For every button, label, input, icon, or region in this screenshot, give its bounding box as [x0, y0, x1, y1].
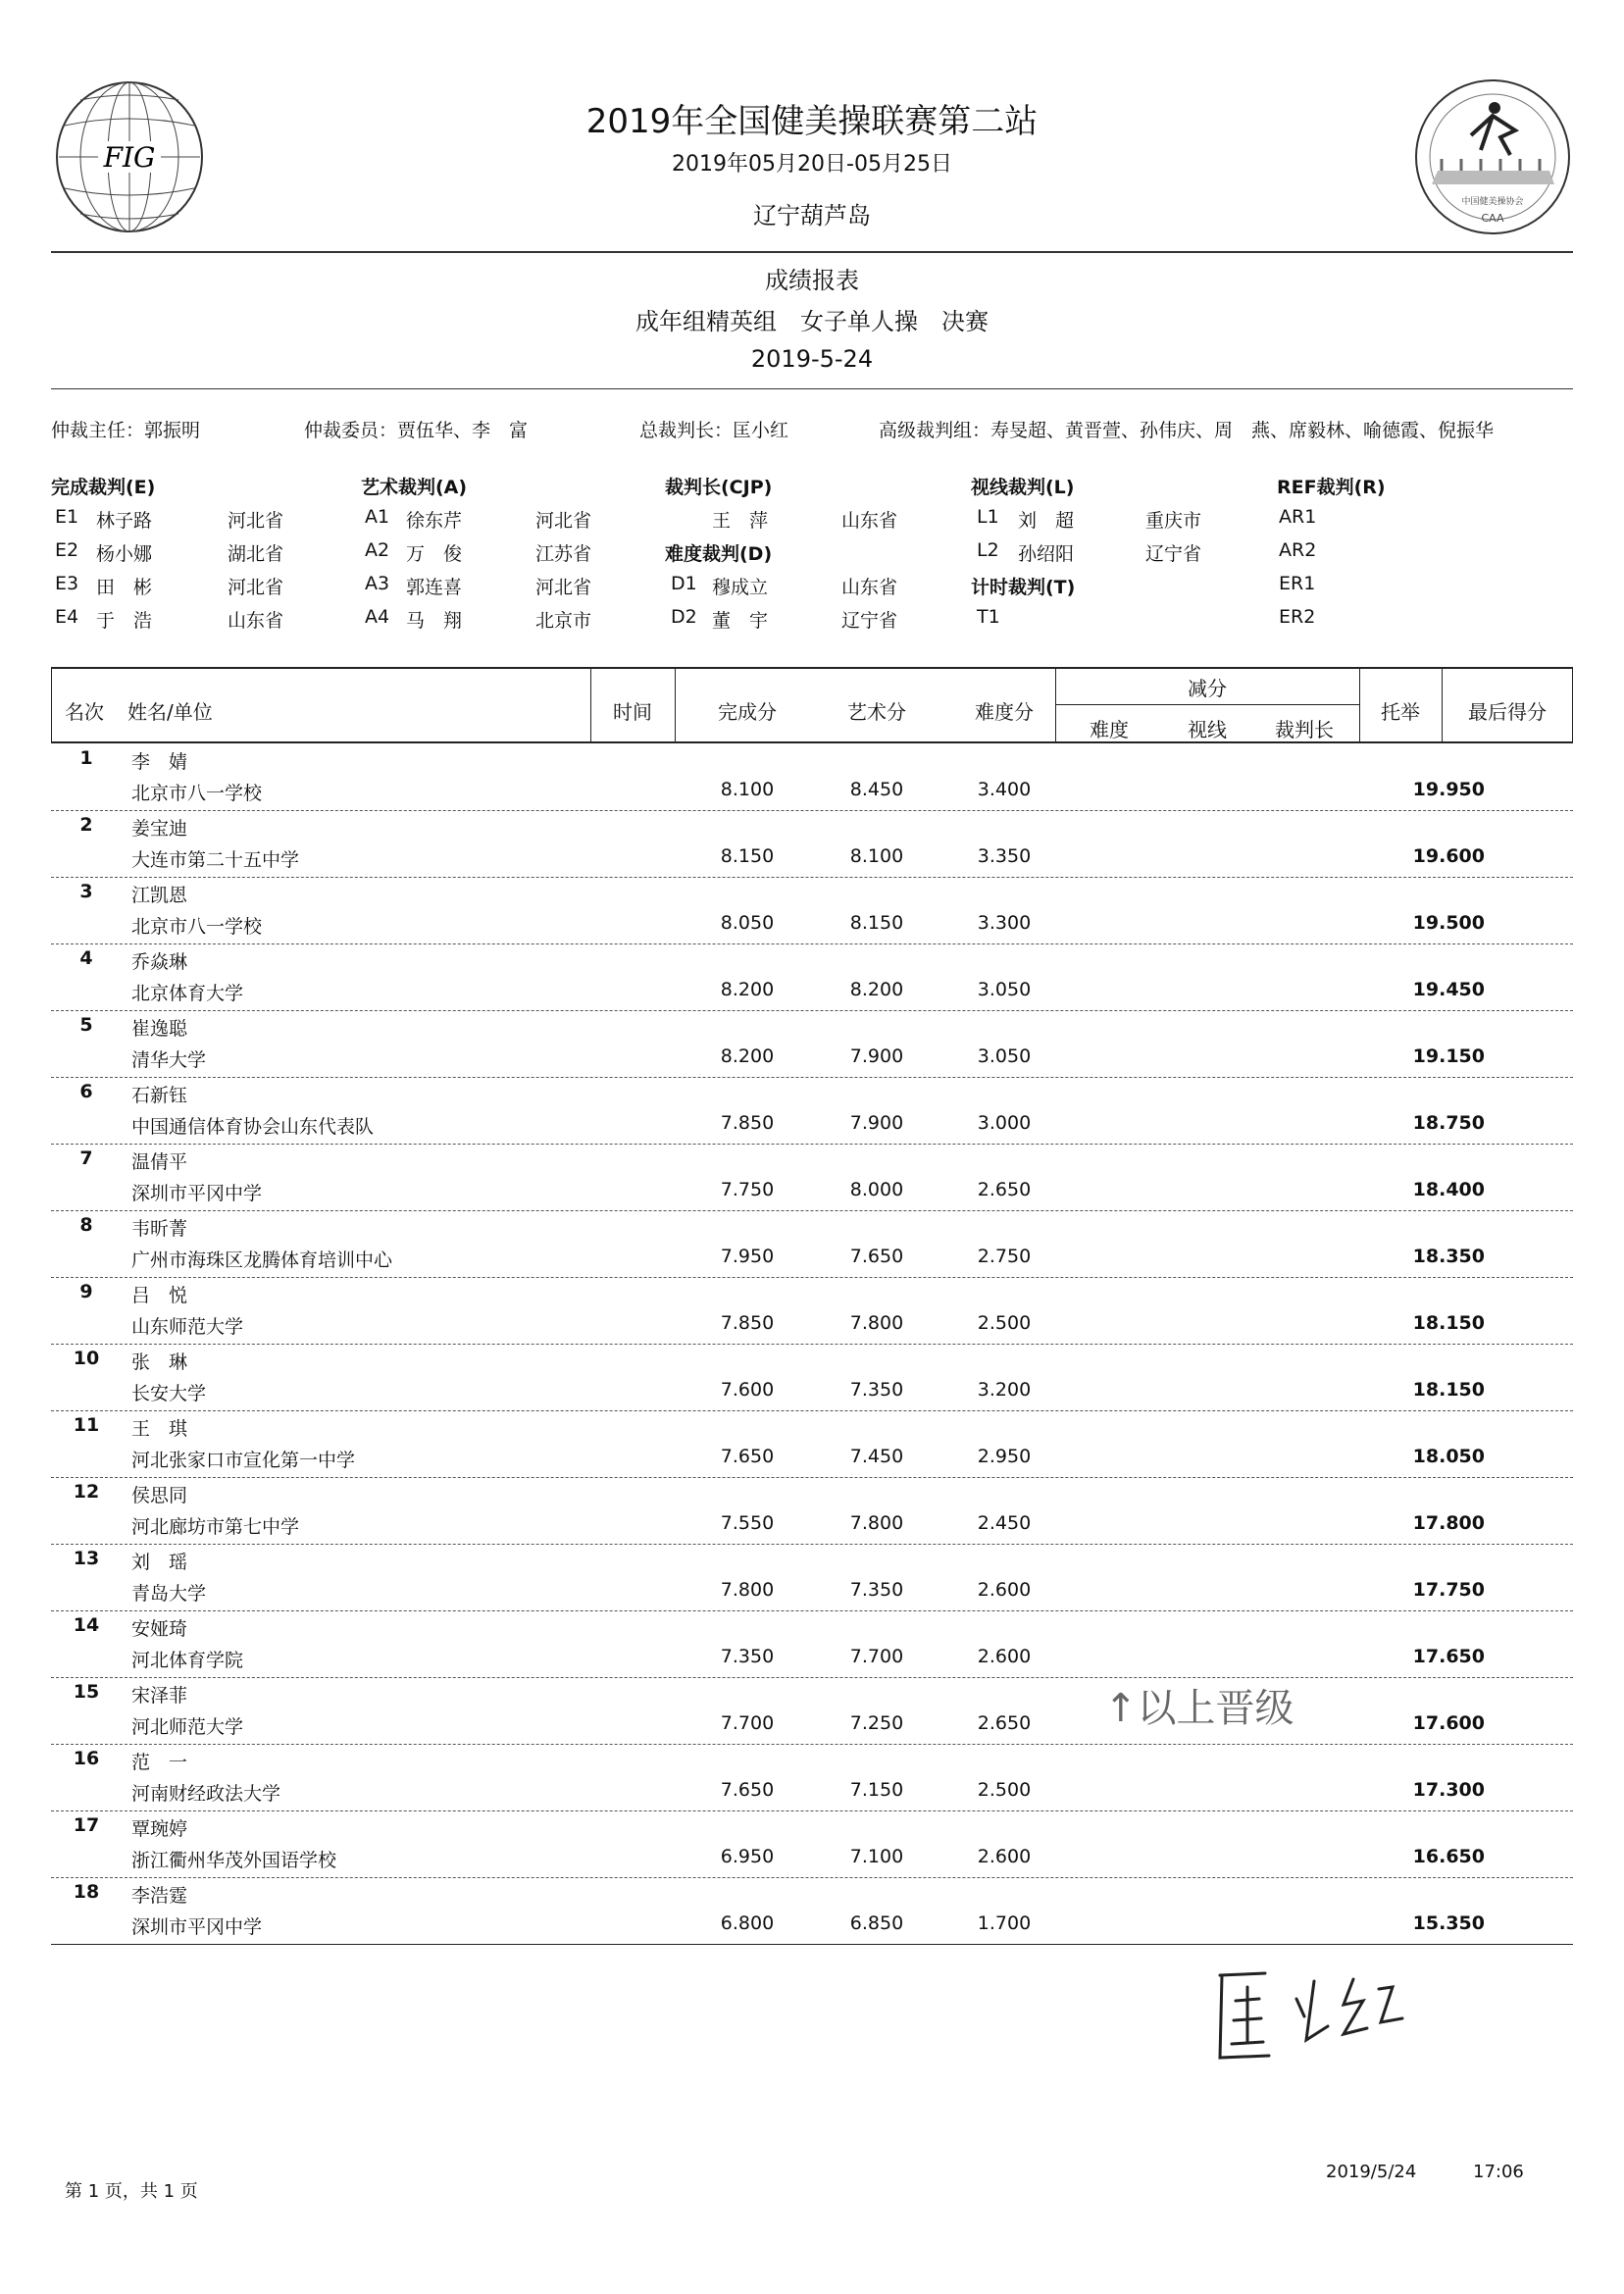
- report-date: 2019-5-24: [750, 345, 874, 373]
- row-rank: 6: [79, 1081, 93, 1102]
- header-deduct-cjp: 裁判长: [1275, 718, 1334, 741]
- row-art: 8.000: [849, 1179, 904, 1200]
- print-date: 2019/5/24: [1326, 2162, 1417, 2182]
- row-exec: 8.200: [720, 979, 775, 1000]
- col-divider: [675, 667, 676, 743]
- e-judge-prov: 河北省: [228, 577, 284, 598]
- arrow-up-icon: ↑: [1104, 1686, 1138, 1731]
- row-unit: 长安大学: [131, 1383, 207, 1404]
- row-name: 刘 瑶: [131, 1552, 188, 1573]
- row-art: 7.250: [849, 1712, 904, 1734]
- row-separator: [51, 810, 1573, 811]
- e-judge-name: 林子路: [96, 510, 153, 532]
- a-judges-title: 艺术裁判(A): [361, 477, 468, 498]
- e-judge-name: 杨小娜: [96, 543, 153, 565]
- row-rank: 9: [79, 1281, 93, 1302]
- header-rank: 名次: [65, 700, 104, 724]
- qualification-note-text: 以上晋级: [1137, 1686, 1294, 1731]
- row-unit: 大连市第二十五中学: [131, 849, 300, 871]
- header-exec: 完成分: [718, 700, 777, 724]
- row-unit: 北京市八一学校: [131, 916, 263, 938]
- d-judge-prov: 辽宁省: [841, 610, 898, 632]
- row-exec: 7.700: [720, 1712, 775, 1734]
- seal-text: 中国健美操协会: [1461, 197, 1524, 207]
- row-name: 崔逸聪: [131, 1018, 188, 1040]
- row-final: 17.300: [1412, 1779, 1485, 1801]
- seal-sub: CAA: [1481, 212, 1504, 225]
- e-judge-prov: 湖北省: [228, 543, 284, 565]
- e-judge-code: E1: [55, 506, 79, 528]
- col-divider: [51, 667, 52, 743]
- row-name: 侯思同: [131, 1485, 188, 1506]
- e-judges-title: 完成裁判(E): [51, 477, 156, 498]
- row-diff: 2.650: [977, 1712, 1032, 1734]
- row-diff: 2.650: [977, 1179, 1032, 1200]
- a-judge-code: A4: [365, 606, 390, 628]
- row-rank: 17: [73, 1814, 100, 1836]
- row-exec: 7.850: [720, 1112, 775, 1134]
- l-judges-title: 视线裁判(L): [971, 477, 1075, 498]
- row-art: 7.800: [849, 1312, 904, 1334]
- a-judge-prov: 河北省: [535, 510, 592, 532]
- row-final: 17.650: [1412, 1646, 1485, 1667]
- row-name: 宋泽菲: [131, 1685, 188, 1707]
- row-diff: 3.300: [977, 912, 1032, 934]
- row-unit: 中国通信体育协会山东代表队: [131, 1116, 375, 1138]
- row-art: 7.450: [849, 1446, 904, 1467]
- row-final: 19.950: [1412, 779, 1485, 800]
- d-judges-title: 难度裁判(D): [665, 543, 773, 565]
- row-diff: 2.750: [977, 1246, 1032, 1267]
- row-diff: 2.500: [977, 1779, 1032, 1801]
- row-art: 7.350: [849, 1379, 904, 1401]
- d-judge-prov: 山东省: [841, 577, 898, 598]
- row-exec: 7.550: [720, 1512, 775, 1534]
- row-rank: 10: [73, 1348, 100, 1369]
- table-top-border: [51, 667, 1573, 669]
- row-name: 李浩霆: [131, 1885, 188, 1907]
- row-exec: 7.650: [720, 1779, 775, 1801]
- row-unit: 深圳市平冈中学: [131, 1183, 263, 1204]
- row-exec: 7.750: [720, 1179, 775, 1200]
- row-unit: 浙江衢州华茂外国语学校: [131, 1850, 337, 1871]
- row-diff: 2.600: [977, 1646, 1032, 1667]
- row-name: 石新钰: [131, 1085, 188, 1106]
- row-separator: [51, 1610, 1573, 1611]
- row-rank: 7: [79, 1147, 93, 1169]
- row-rank: 16: [73, 1748, 100, 1769]
- row-name: 乔焱琳: [131, 951, 188, 973]
- row-final: 18.150: [1412, 1379, 1485, 1401]
- row-name: 李 婧: [131, 751, 188, 773]
- a-judge-prov: 北京市: [535, 610, 592, 632]
- e-judge-code: E4: [55, 606, 79, 628]
- row-separator: [51, 1144, 1573, 1145]
- d-judge-name: 穆成立: [712, 577, 769, 598]
- row-rank: 15: [73, 1681, 100, 1703]
- ref-judge-code: AR1: [1279, 506, 1317, 528]
- a-judge-name: 万 俊: [406, 543, 463, 565]
- e-judge-name: 田 彬: [96, 577, 153, 598]
- row-unit: 河北张家口市宣化第一中学: [131, 1450, 356, 1471]
- row-unit: 河北师范大学: [131, 1716, 244, 1738]
- row-unit: 山东师范大学: [131, 1316, 244, 1338]
- ref-judge-code: AR2: [1279, 539, 1317, 561]
- row-separator: [51, 1544, 1573, 1545]
- row-name: 吕 悦: [131, 1285, 188, 1306]
- row-separator: [51, 1744, 1573, 1745]
- header-final: 最后得分: [1468, 700, 1547, 724]
- report-title: 成绩报表: [765, 267, 859, 294]
- row-art: 7.900: [849, 1045, 904, 1067]
- row-separator: [51, 1810, 1573, 1811]
- row-name: 王 琪: [131, 1418, 188, 1440]
- row-separator: [51, 1277, 1573, 1278]
- header-lift: 托举: [1381, 700, 1420, 724]
- a-judge-code: A1: [365, 506, 390, 528]
- competition-dates: 2019年05月20日-05月25日: [672, 152, 952, 177]
- report-event: 成年组精英组 女子单人操 决赛: [635, 308, 989, 335]
- row-rank: 11: [73, 1414, 100, 1436]
- ref-judge-code: ER1: [1279, 573, 1316, 594]
- row-name: 温倩平: [131, 1151, 188, 1173]
- row-exec: 7.650: [720, 1446, 775, 1467]
- row-diff: 2.600: [977, 1579, 1032, 1601]
- d-judge-code: D2: [671, 606, 697, 628]
- row-unit: 河北体育学院: [131, 1650, 244, 1671]
- row-separator: [51, 1077, 1573, 1078]
- row-separator: [51, 1344, 1573, 1345]
- row-name: 范 一: [131, 1752, 188, 1773]
- row-exec: 7.600: [720, 1379, 775, 1401]
- t-judge-code: T1: [977, 606, 1000, 628]
- header-art: 艺术分: [847, 700, 906, 724]
- row-diff: 3.400: [977, 779, 1032, 800]
- row-final: 17.800: [1412, 1512, 1485, 1534]
- row-separator: [51, 1677, 1573, 1678]
- header-deduct: 减分: [1188, 677, 1227, 700]
- row-separator: [51, 1010, 1573, 1011]
- row-name: 韦昕菁: [131, 1218, 188, 1240]
- row-final: 18.350: [1412, 1246, 1485, 1267]
- row-unit: 河北廊坊市第七中学: [131, 1516, 300, 1538]
- row-separator: [51, 1410, 1573, 1411]
- row-name: 安娅琦: [131, 1618, 188, 1640]
- row-diff: 2.950: [977, 1446, 1032, 1467]
- chief-judge: 总裁判长：匡小红: [639, 420, 789, 441]
- row-unit: 清华大学: [131, 1049, 207, 1071]
- a-judge-code: A3: [365, 573, 390, 594]
- row-exec: 8.050: [720, 912, 775, 934]
- row-art: 7.700: [849, 1646, 904, 1667]
- row-unit: 北京体育大学: [131, 983, 244, 1004]
- row-diff: 2.500: [977, 1312, 1032, 1334]
- row-rank: 5: [79, 1014, 93, 1036]
- row-rank: 18: [73, 1881, 100, 1903]
- l-judge-code: L2: [977, 539, 999, 561]
- row-final: 18.400: [1412, 1179, 1485, 1200]
- jury-director: 仲裁主任：郭振明: [51, 420, 201, 441]
- row-exec: 7.800: [720, 1579, 775, 1601]
- row-art: 8.200: [849, 979, 904, 1000]
- l-judge-name: 刘 超: [1018, 510, 1075, 532]
- row-separator: [51, 1944, 1573, 1945]
- row-final: 15.350: [1412, 1912, 1485, 1934]
- l-judge-code: L1: [977, 506, 999, 528]
- row-diff: 2.450: [977, 1512, 1032, 1534]
- row-unit: 河南财经政法大学: [131, 1783, 281, 1805]
- header-divider: [51, 251, 1573, 253]
- row-final: 16.650: [1412, 1846, 1485, 1867]
- ref-judge-code: ER2: [1279, 606, 1316, 628]
- row-rank: 4: [79, 947, 93, 969]
- jury-committee: 仲裁委员：贾伍华、李 富: [304, 420, 529, 441]
- a-judge-name: 马 翔: [406, 610, 463, 632]
- row-art: 7.350: [849, 1579, 904, 1601]
- row-diff: 3.050: [977, 1045, 1032, 1067]
- row-diff: 3.200: [977, 1379, 1032, 1401]
- report-divider: [51, 388, 1573, 389]
- row-rank: 8: [79, 1214, 93, 1236]
- row-exec: 6.800: [720, 1912, 775, 1934]
- row-name: 覃琬婷: [131, 1818, 188, 1840]
- row-separator: [51, 877, 1573, 878]
- page-indicator: 第 1 页，共 1 页: [65, 2181, 198, 2202]
- row-diff: 3.050: [977, 979, 1032, 1000]
- ref-judges-title: REF裁判(R): [1277, 477, 1386, 498]
- e-judge-prov: 河北省: [228, 510, 284, 532]
- d-judge-name: 董 宇: [712, 610, 769, 632]
- row-separator: [51, 1877, 1573, 1878]
- qualification-note: [1104, 1677, 1294, 1733]
- row-final: 19.500: [1412, 912, 1485, 934]
- row-final: 19.150: [1412, 1045, 1485, 1067]
- a-judge-code: A2: [365, 539, 390, 561]
- a-judge-prov: 河北省: [535, 577, 592, 598]
- row-art: 7.650: [849, 1246, 904, 1267]
- e-judge-code: E3: [55, 573, 79, 594]
- e-judge-name: 于 浩: [96, 610, 153, 632]
- row-exec: 8.100: [720, 779, 775, 800]
- row-exec: 7.850: [720, 1312, 775, 1334]
- row-art: 7.900: [849, 1112, 904, 1134]
- a-judge-name: 徐东芹: [406, 510, 463, 532]
- chief-judge-signature: [1206, 1962, 1422, 2069]
- l-judge-name: 孙绍阳: [1018, 543, 1075, 565]
- row-name: 张 琳: [131, 1351, 188, 1373]
- d-judge-code: D1: [671, 573, 697, 594]
- row-art: 8.450: [849, 779, 904, 800]
- row-rank: 12: [73, 1481, 100, 1503]
- row-exec: 8.150: [720, 845, 775, 867]
- row-name: 江凯恩: [131, 885, 188, 906]
- row-diff: 3.000: [977, 1112, 1032, 1134]
- cjp-name: 王 萍: [712, 510, 769, 532]
- header-deduct-line: 视线: [1188, 718, 1227, 741]
- row-diff: 2.600: [977, 1846, 1032, 1867]
- row-art: 7.800: [849, 1512, 904, 1534]
- row-diff: 1.700: [977, 1912, 1032, 1934]
- row-exec: 8.200: [720, 1045, 775, 1067]
- header-deduct-diff: 难度: [1090, 718, 1129, 741]
- row-final: 17.750: [1412, 1579, 1485, 1601]
- competition-title: 2019年全国健美操联赛第二站: [585, 102, 1039, 141]
- row-final: 18.050: [1412, 1446, 1485, 1467]
- l-judge-prov: 辽宁省: [1145, 543, 1202, 565]
- row-exec: 6.950: [720, 1846, 775, 1867]
- row-art: 8.150: [849, 912, 904, 934]
- a-judge-name: 郭连喜: [406, 577, 463, 598]
- row-unit: 深圳市平冈中学: [131, 1916, 263, 1938]
- row-final: 18.750: [1412, 1112, 1485, 1134]
- row-separator: [51, 1210, 1573, 1211]
- row-rank: 3: [79, 881, 93, 902]
- row-unit: 广州市海珠区龙腾体育培训中心: [131, 1249, 393, 1271]
- l-judge-prov: 重庆市: [1145, 510, 1202, 532]
- cjp-title: 裁判长(CJP): [665, 477, 773, 498]
- row-rank: 14: [73, 1614, 100, 1636]
- row-rank: 2: [79, 814, 93, 836]
- row-exec: 7.350: [720, 1646, 775, 1667]
- row-final: 19.600: [1412, 845, 1485, 867]
- row-art: 8.100: [849, 845, 904, 867]
- a-judge-prov: 江苏省: [535, 543, 592, 565]
- competition-location: 辽宁葫芦岛: [753, 202, 871, 229]
- row-unit: 青岛大学: [131, 1583, 207, 1605]
- header-diff: 难度分: [975, 700, 1034, 724]
- row-final: 19.450: [1412, 979, 1485, 1000]
- fig-logo-text: FIG: [103, 141, 156, 174]
- row-art: 7.150: [849, 1779, 904, 1801]
- row-rank: 13: [73, 1548, 100, 1569]
- row-rank: 1: [79, 747, 93, 769]
- cjp-prov: 山东省: [841, 510, 898, 532]
- row-art: 7.100: [849, 1846, 904, 1867]
- row-final: 17.600: [1412, 1712, 1485, 1734]
- row-art: 6.850: [849, 1912, 904, 1934]
- e-judge-prov: 山东省: [228, 610, 284, 632]
- table-header-bottom-border: [51, 741, 1573, 743]
- print-time: 17:06: [1473, 2162, 1524, 2182]
- header-time: 时间: [613, 700, 652, 724]
- header-name: 姓名/单位: [127, 700, 213, 724]
- row-final: 18.150: [1412, 1312, 1485, 1334]
- row-unit: 北京市八一学校: [131, 783, 263, 804]
- row-exec: 7.950: [720, 1246, 775, 1267]
- t-judges-title: 计时裁判(T): [971, 577, 1076, 598]
- deduct-subheader-line: [1055, 704, 1359, 705]
- row-separator: [51, 943, 1573, 944]
- senior-panel: 高级裁判组：寿旻超、黄晋萱、孙伟庆、周 燕、席毅林、喻德霞、倪振华: [879, 420, 1495, 441]
- row-diff: 3.350: [977, 845, 1032, 867]
- row-separator: [51, 1477, 1573, 1478]
- e-judge-code: E2: [55, 539, 79, 561]
- row-name: 姜宝迪: [131, 818, 188, 840]
